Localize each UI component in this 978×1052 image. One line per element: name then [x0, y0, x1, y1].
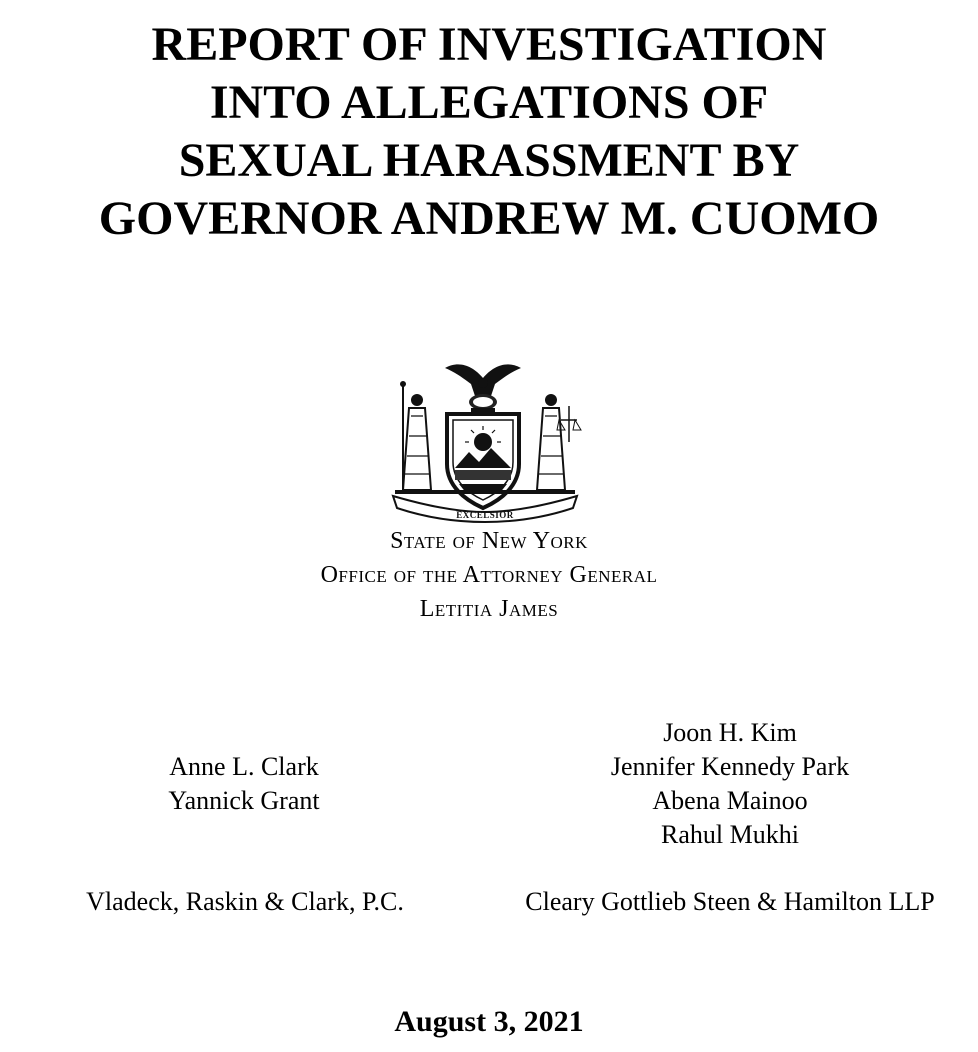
title-line: INTO ALLEGATIONS OF — [209, 76, 769, 129]
issuing-office — [0, 524, 978, 626]
eagle-crest — [445, 364, 521, 412]
seal-motto: EXCELSIOR — [456, 510, 514, 520]
title-line: SEXUAL HARASSMENT BY — [178, 134, 800, 187]
seal-base — [395, 490, 575, 494]
author-name: Anne L. Clark — [169, 752, 319, 781]
new-york-state-seal-icon — [387, 356, 583, 526]
office-attorney-general: Letitia James — [419, 596, 559, 622]
author-name: Yannick Grant — [168, 786, 320, 815]
authors-right — [560, 716, 900, 852]
author-name: Abena Mainoo — [652, 786, 808, 815]
firm-right: Cleary Gottlieb Steen & Hamilton LLP — [525, 887, 935, 916]
report-title — [0, 16, 978, 248]
office-agency: Office of the Attorney General — [320, 562, 658, 588]
authors-left — [114, 750, 374, 818]
firm-left: Vladeck, Raskin & Clark, P.C. — [86, 887, 404, 916]
author-name: Joon H. Kim — [663, 718, 797, 747]
title-line: REPORT OF INVESTIGATION — [151, 18, 827, 71]
author-name: Jennifer Kennedy Park — [610, 752, 850, 781]
liberty-figure — [400, 381, 431, 490]
author-name: Rahul Mukhi — [661, 820, 799, 849]
office-state: State of New York — [390, 528, 588, 554]
justice-figure — [537, 394, 581, 490]
title-line: GOVERNOR ANDREW M. CUOMO — [98, 192, 880, 245]
report-date: August 3, 2021 — [394, 1005, 584, 1038]
